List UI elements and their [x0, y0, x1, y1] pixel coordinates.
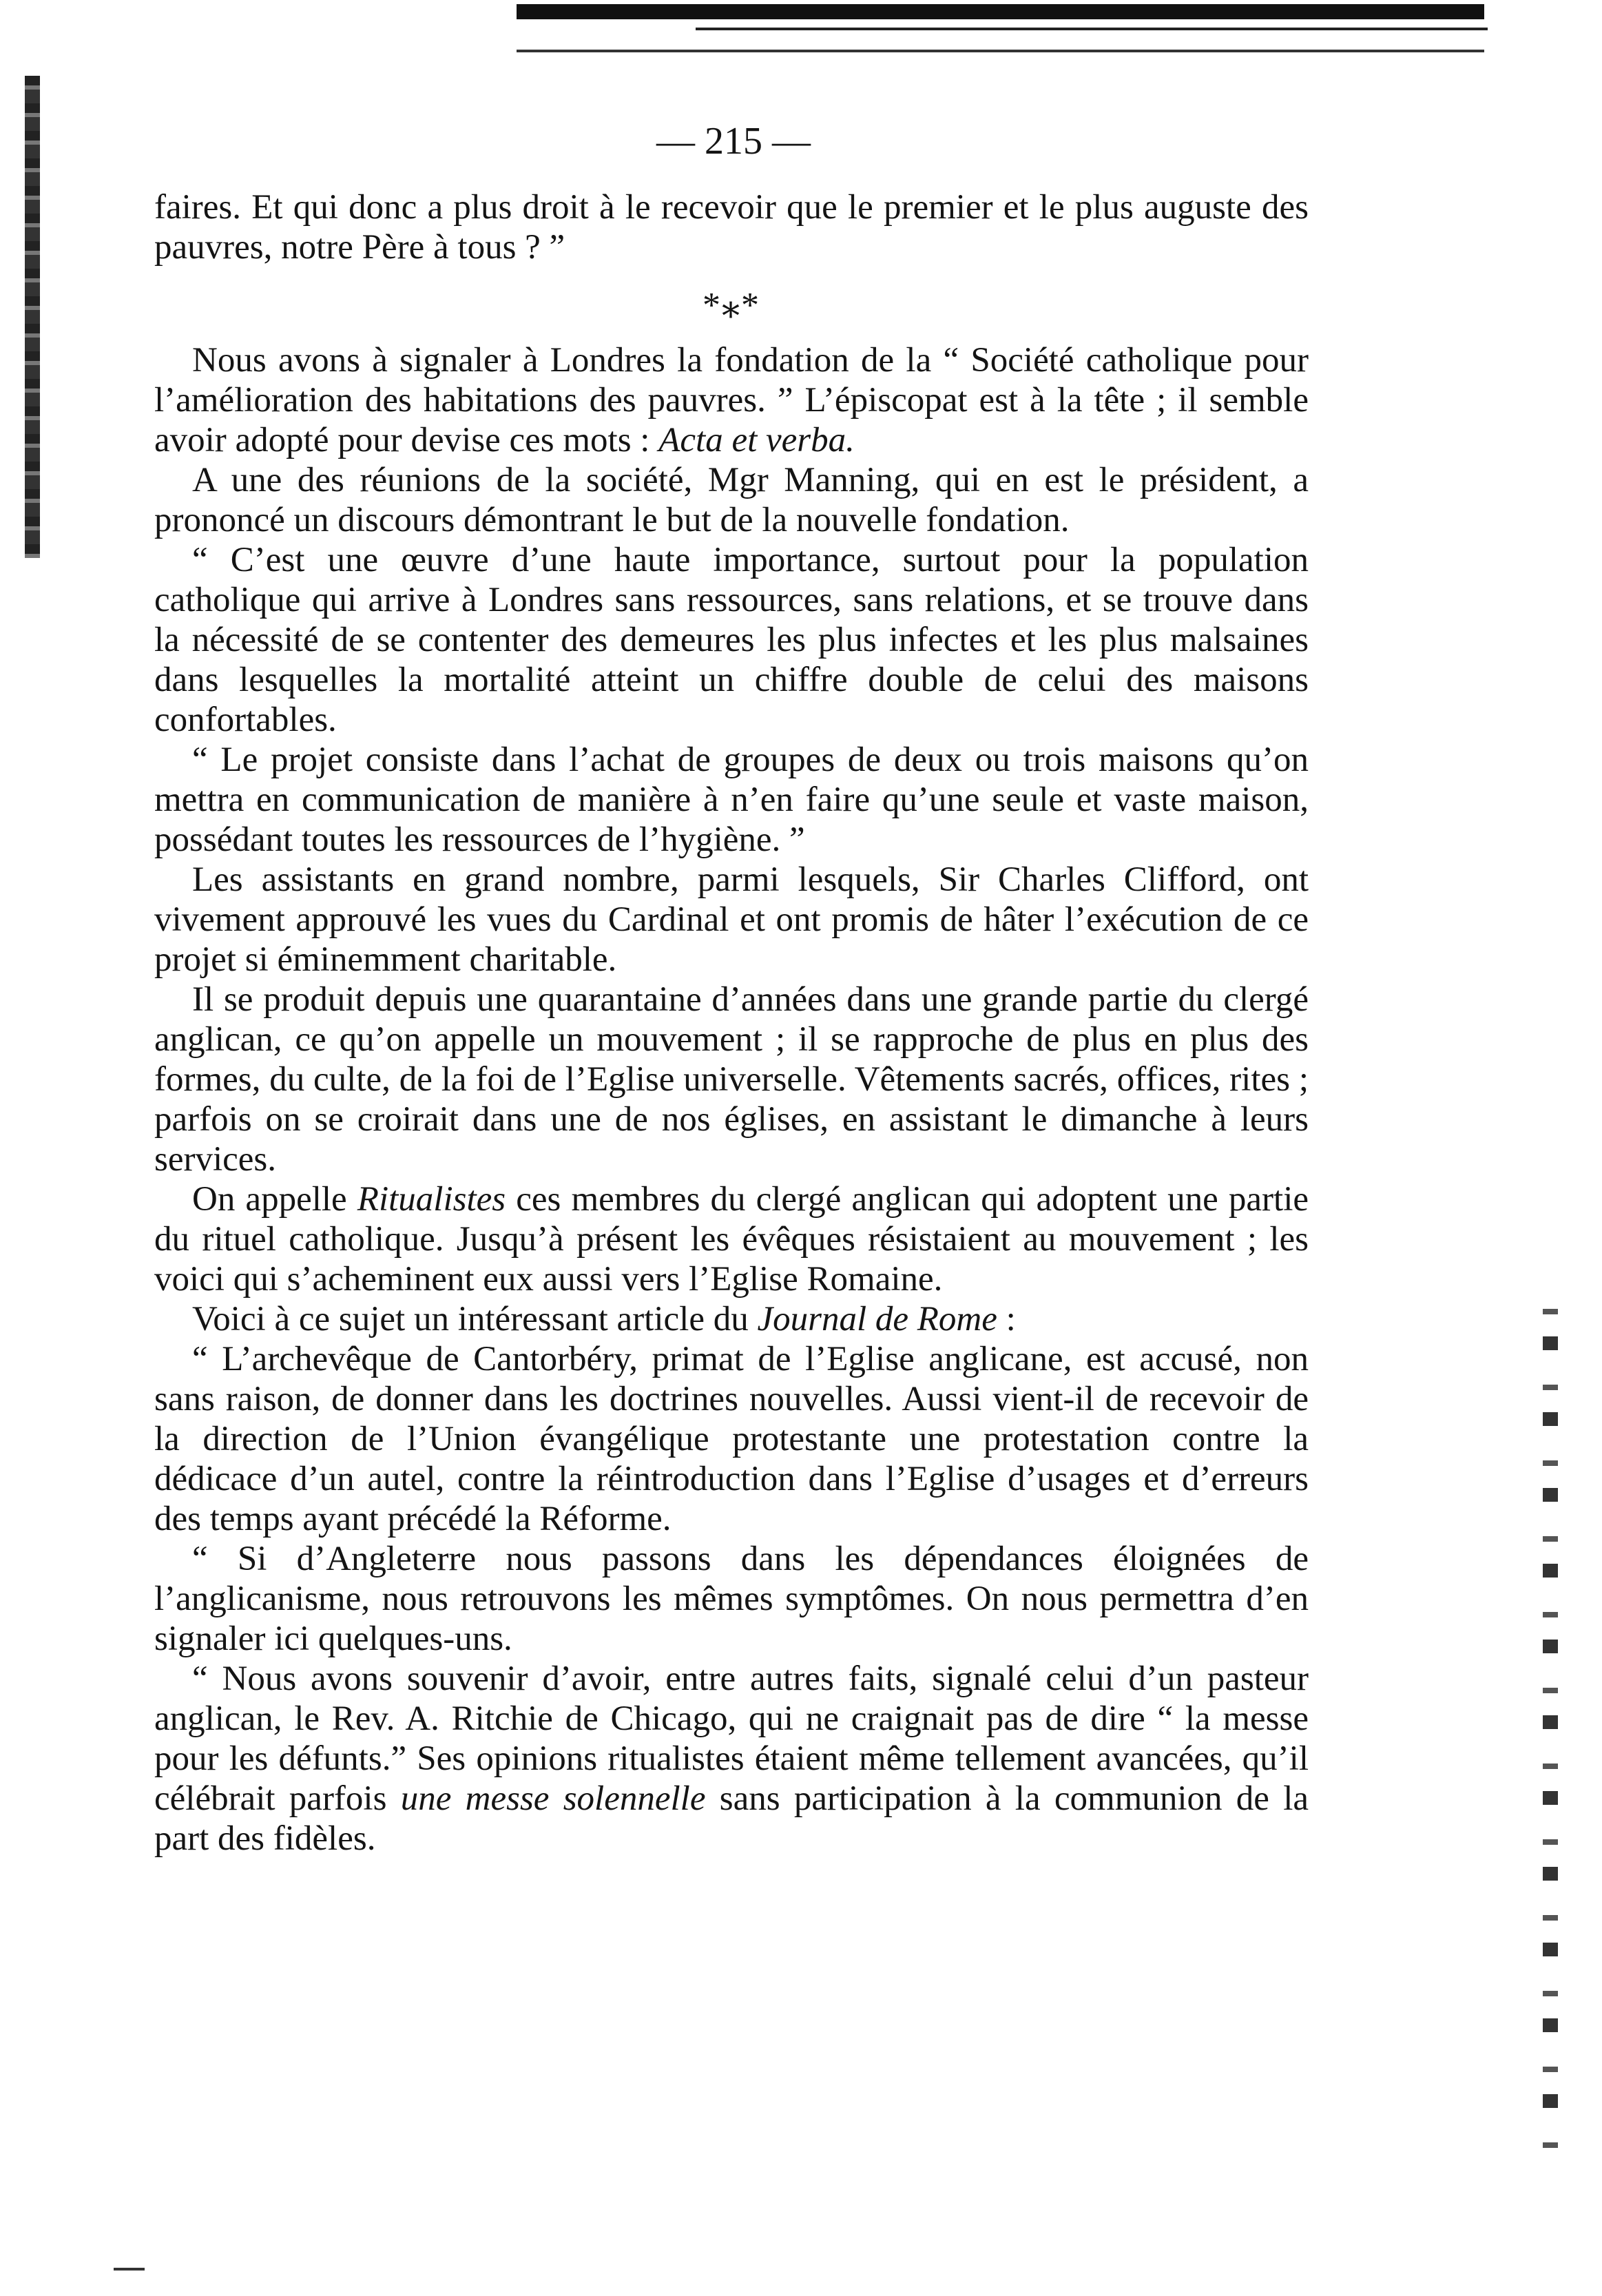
paragraph-5: “ Le projet consiste dans l’achat de groupes de deux ou trois maisons qu’on mettra en communication de manière à n’en faire qu’une seule et vaste maison, possédant toutes les ressources de l’hygiène. ”: [154, 741, 1309, 859]
header-rule: [517, 50, 1484, 52]
paragraph-4: “ C’est une œuvre d’une haute importance, surtout pour la population catholique qui arrive à Londres sans ressources, sans relations, et se trouve dans la nécessité de se contenter des demeures les plus infectes et les plus malsaines dans lesquelles la mortalité atteint un chiffre double de celui des maisons confortables.: [154, 541, 1309, 739]
top-scan-rule: [517, 4, 1484, 19]
page-body: [154, 187, 1309, 1859]
paragraph-1: faires. Et qui donc a plus droit à le recevoir que le premier et le plus auguste des pauvres, notre Père à tous ? ”: [154, 188, 1309, 267]
paragraph-11: “ Si d’Angleterre nous passons dans les dépendances éloignées de l’anglicanisme, nous retrouvons les mêmes symptômes. On nous permettra d’en signaler ici quelques-uns.: [154, 1540, 1309, 1658]
paragraph-8: On appelle Ritualistes ces membres du clergé anglican qui adoptent une partie du rituel catholique. Jusqu’à présent les évêques résistaient au mouvement ; les voici qui s’acheminent eux aussi vers l’Eglise Romaine.: [154, 1180, 1309, 1299]
paragraph-12: “ Nous avons souvenir d’avoir, entre autres faits, signalé celui d’un pasteur anglican, le Rev. A. Ritchie de Chicago, qui ne craignait pas de dire “ la messe pour les défunts.” Ses opinions ritualistes étaient même tellement avancées, qu’il célébrait parfois une messe solennelle sans participation à la communion de la part des fidèles.: [154, 1659, 1309, 1858]
bottom-mark: [114, 2268, 145, 2271]
paragraph-2: Nous avons à signaler à Londres la fondation de la “ Société catholique pour l’amélioration des habitations des pauvres. ” L’épiscopat est à la tête ; il semble avoir adopté pour devise ces mots : Acta et verba.: [154, 341, 1309, 459]
asterism-separator: *⁎*: [703, 286, 760, 325]
paragraph-10: “ L’archevêque de Cantorbéry, primat de l’Eglise anglicane, est accusé, non sans raison, de donner dans les doctrines nouvelles. Aussi vient-il de recevoir de la direction de l’Union évangélique protestante une protestation contre la dédicace d’un autel, contre la réintroduction dans l’Eglise d’usages et d’erreurs des temps ayant précédé la Réforme.: [154, 1340, 1309, 1538]
paragraph-9: Voici à ce sujet un intéressant article du Journal de Rome :: [192, 1300, 1016, 1338]
paragraph-6: Les assistants en grand nombre, parmi lesquels, Sir Charles Clifford, ont vivement approuvé les vues du Cardinal et ont promis de hâter l’exécution de ce projet si éminemment charitable.: [154, 860, 1309, 979]
ritualistes-italic: Ritualistes: [357, 1180, 506, 1219]
top-thin-rule: [696, 28, 1488, 30]
right-scan-edge: [1543, 1309, 1558, 2170]
page-number: — 215 —: [656, 120, 811, 163]
journal-title-italic: Journal de Rome: [757, 1300, 997, 1338]
paragraph-7: Il se produit depuis une quarantaine d’années dans une grande partie du clergé anglican, ce qu’on appelle un mouvement ; il se rapproche de plus en plus des formes, du culte, de la foi de l’Eglise universelle. Vêtements sacrés, offices, rites ; parfois on se croirait dans une de nos églises, en assistant le dimanche à leurs services.: [154, 980, 1309, 1179]
left-binding-edge: [25, 76, 40, 558]
paragraph-3: A une des réunions de la société, Mgr Manning, qui en est le président, a prononcé un discours démontrant le but de la nouvelle fondation.: [154, 461, 1309, 539]
motto-italic: Acta et verba.: [658, 421, 855, 459]
messe-italic: une messe solennelle: [400, 1779, 706, 1818]
